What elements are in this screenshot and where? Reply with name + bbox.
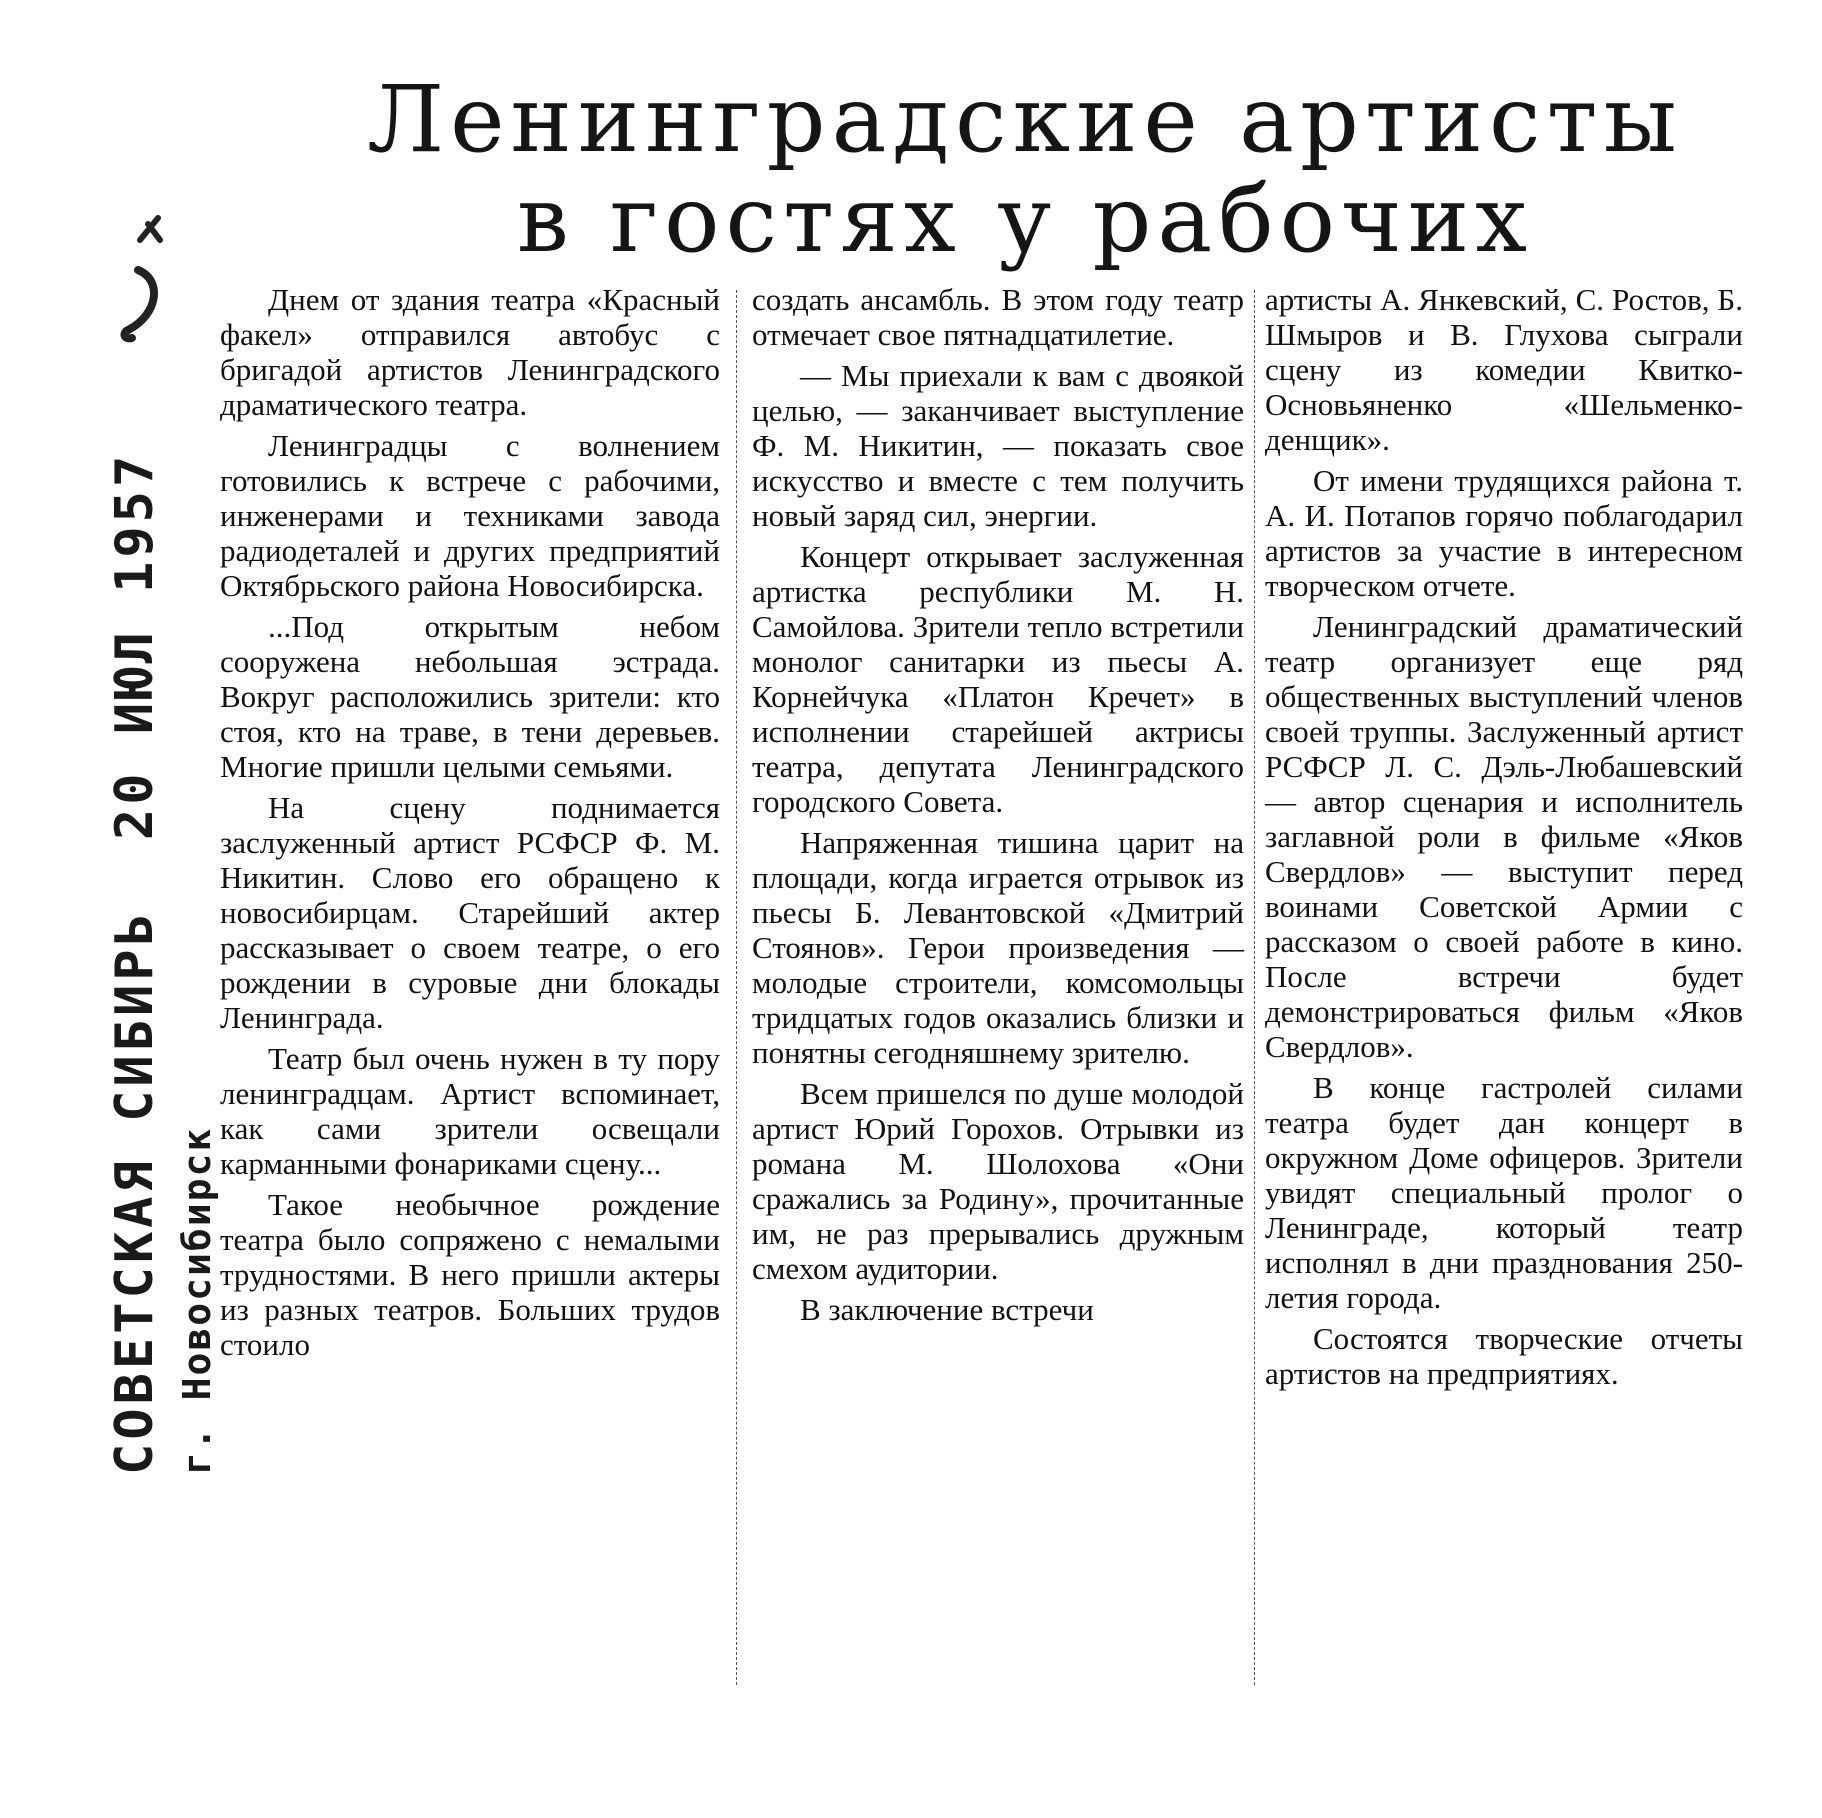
paragraph: Напряженная тишина царит на площади, когда играется отрывок из пьесы Б. Левантовской «Дмитрий Стоянов». Герои произведения — молодые строители, комсомольцы тридцатых годов оказались близки и понятны сегодняшнему зрителю. (752, 825, 1244, 1070)
stamp-newspaper: СОВЕТСКАЯ СИБИРЬ (105, 910, 165, 1475)
paragraph: От имени трудящихся района т. А. И. Потапов горячо поблагодарил артистов за участие в интересном творческом отчете. (1265, 463, 1743, 603)
headline-line-2: в гостях у рабочих (516, 166, 1534, 273)
column-divider (736, 290, 737, 1685)
paragraph: На сцену поднимается заслуженный артист РСФСР Ф. М. Никитин. Слово его обращено к новосибирцам. Старейший актер рассказывает о своем театре, о его рождении в суровые дни блокады Ленинграда. (220, 790, 720, 1035)
stamp-date: 20 ИЮЛ 1957 (105, 451, 165, 841)
paragraph: Ленинградский драматический театр организует еще ряд общественных выступлений членов своей труппы. Заслуженный артист РСФСР Л. С. Дэль-Любашевский — автор сценария и исполнитель заглавной роли в фильме «Яков Свердлов» — выступит перед воинами Советской Армии с рассказом о своей работе в кино. После встречи будет демонстрироваться фильм «Яков Свердлов». (1265, 609, 1743, 1064)
article-column-3 (1265, 282, 1743, 1397)
article-column-2 (752, 282, 1244, 1333)
source-stamp (105, 451, 219, 1475)
paragraph: Ленинградцы с волнением готовились к встрече с рабочими, инженерами и техниками завода радиодеталей и других предприятий Октябрьского района Новосибирска. (220, 428, 720, 603)
paragraph: Такое необычное рождение театра было сопряжено с немалыми трудностями. В него пришли актеры из разных театров. Больших трудов стоило (220, 1187, 720, 1362)
paragraph: Театр был очень нужен в ту пору ленинградцам. Артист вспоминает, как сами зрители освещали карманными фонариками сцену... (220, 1041, 720, 1181)
paragraph: создать ансамбль. В этом году театр отмечает свое пятнадцатилетие. (752, 282, 1244, 352)
headline (300, 66, 1750, 273)
paragraph: Всем пришелся по душе молодой артист Юрий Горохов. Отрывки из романа М. Шолохова «Они сражались за Родину», прочитанные им, не раз прерывались дружным смехом аудитории. (752, 1076, 1244, 1286)
headline-line-1: Ленинградские артисты (367, 66, 1683, 173)
paragraph: В заключение встречи (800, 1292, 1094, 1327)
paragraph: артисты А. Янкевский, С. Ростов, Б. Шмыров и В. Глухова сыграли сцену из комедии Квитко-Основьяненко «Шельменко-денщик». (1265, 282, 1743, 457)
handwritten-mark-icon (118, 210, 168, 360)
paragraph: Днем от здания театра «Красный факел» отправился автобус с бригадой артистов Ленинградского драматического театра. (220, 282, 720, 422)
article-column-1 (220, 282, 720, 1368)
paragraph: — Мы приехали к вам с двоякой целью, — заканчивает выступление Ф. М. Никитин, — показать свое искусство и вместе с тем получить новый заряд сил, энергии. (752, 358, 1244, 533)
paragraph: Концерт открывает заслуженная артистка республики М. Н. Самойлова. Зрители тепло встретили монолог санитарки из пьесы А. Корнейчука «Платон Кречет» в исполнении старейшей актрисы театра, депутата Ленинградского городского Совета. (752, 539, 1244, 819)
column-divider (1254, 290, 1255, 1685)
paragraph: ...Под открытым небом сооружена небольшая эстрада. Вокруг расположились зрители: кто стоя, кто на траве, в тени деревьев. Многие пришли целыми семьями. (220, 609, 720, 784)
paragraph: Состоятся творческие отчеты артистов на предприятиях. (1265, 1321, 1743, 1391)
paragraph: В конце гастролей силами театра будет дан концерт в окружном Доме офицеров. Зрители увидят специальный пролог о Ленинграде, который театр исполнял в дни празднования 250-летия города. (1265, 1070, 1743, 1315)
stamp-city: г. Новосибирск (175, 1126, 219, 1475)
